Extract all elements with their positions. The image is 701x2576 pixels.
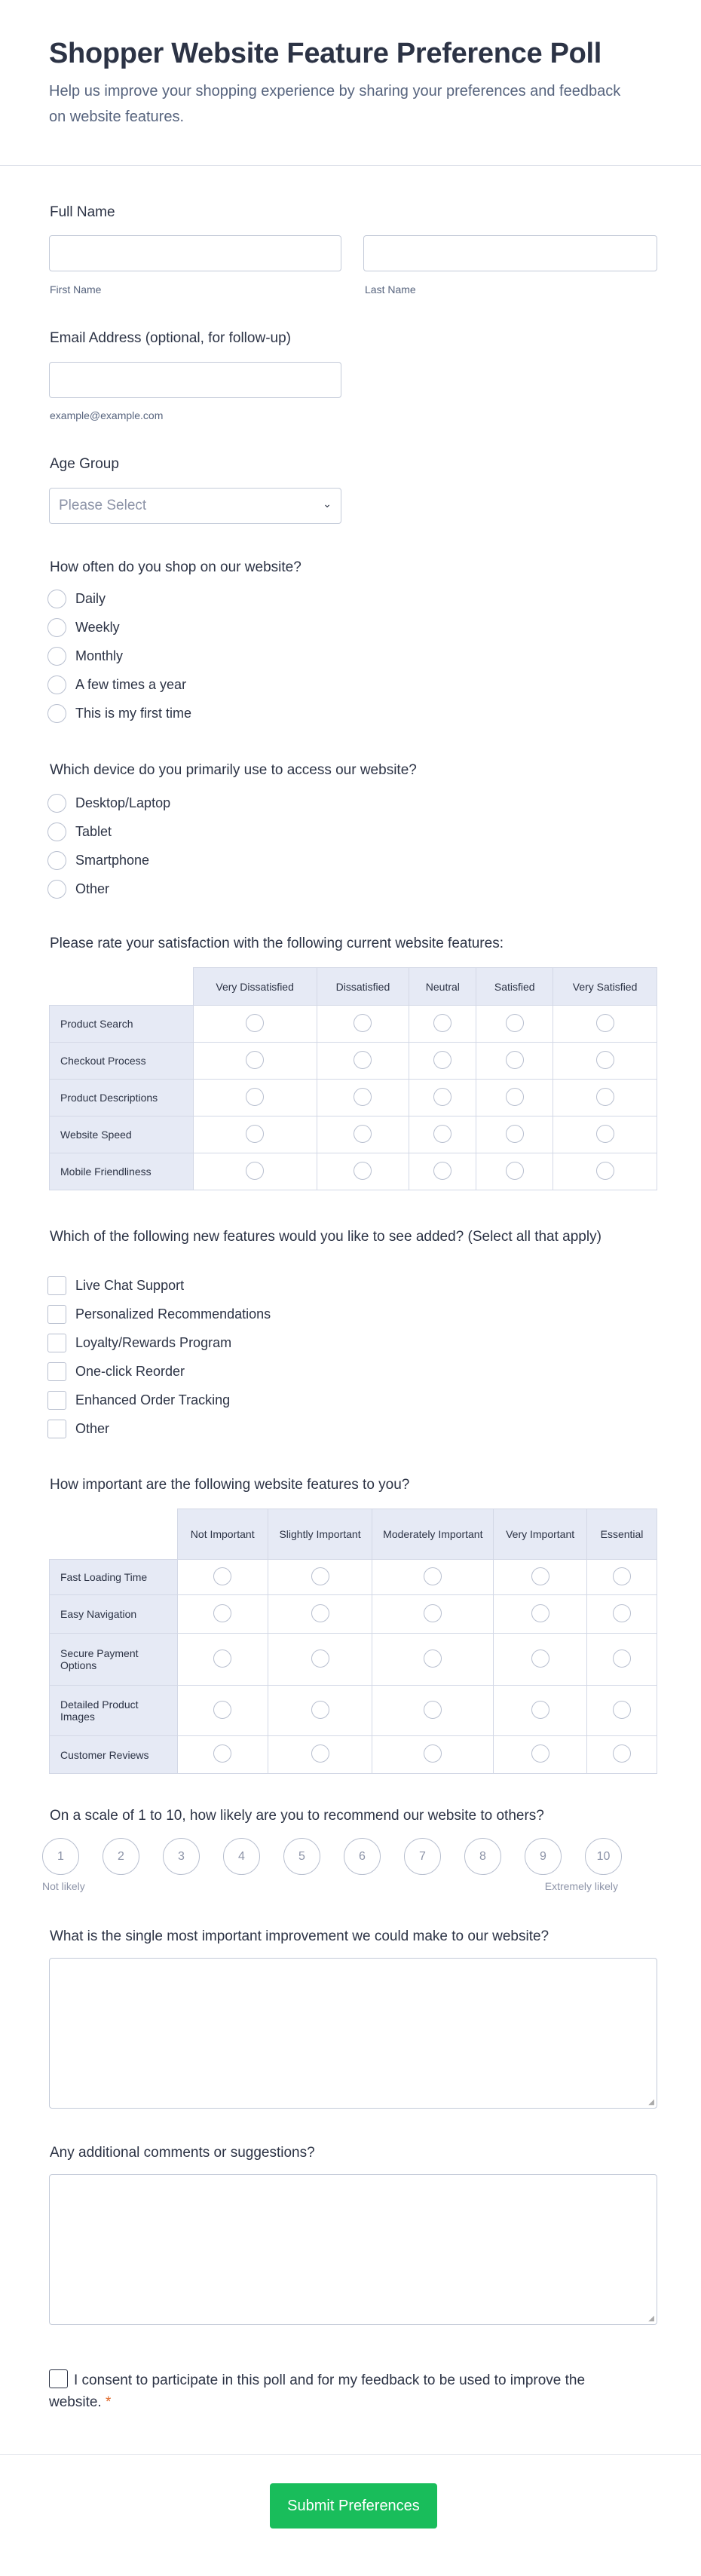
matrix-radio[interactable] [213, 1604, 231, 1622]
matrix-radio[interactable] [354, 1088, 372, 1106]
matrix-radio[interactable] [506, 1051, 524, 1069]
matrix-radio[interactable] [354, 1051, 372, 1069]
frequency-option[interactable] [47, 674, 186, 695]
full-name-label: Full Name [50, 204, 115, 220]
radio-button[interactable] [47, 590, 66, 608]
option-label: This is my first time [75, 705, 192, 721]
checkbox[interactable] [47, 1420, 66, 1438]
matrix-radio[interactable] [424, 1649, 442, 1668]
option-label: Monthly [75, 648, 124, 663]
checkbox[interactable] [47, 1305, 66, 1324]
checkbox[interactable] [47, 1276, 66, 1295]
device-option[interactable] [47, 850, 149, 871]
matrix-radio[interactable] [433, 1162, 452, 1180]
last-name-input[interactable] [363, 235, 657, 271]
option-label: Loyalty/Rewards Program [75, 1334, 232, 1350]
resize-handle-icon[interactable]: ◢ [648, 2314, 654, 2323]
importance-label: How important are the following website features to you? [50, 1477, 410, 1493]
option-label: Desktop/Laptop [75, 795, 171, 810]
matrix-radio[interactable] [311, 1604, 329, 1622]
option-label: Other [75, 881, 110, 896]
device-option[interactable] [47, 878, 109, 899]
age-group-placeholder: Please Select [59, 498, 147, 513]
matrix-row [50, 1153, 657, 1190]
matrix-row [50, 1080, 657, 1116]
scale-option-6[interactable]: 6 [344, 1838, 381, 1875]
matrix-row [50, 1006, 657, 1043]
matrix-radio[interactable] [311, 1649, 329, 1668]
scale-option-5[interactable]: 5 [283, 1838, 320, 1875]
column-header: Dissatisfied [317, 968, 409, 1006]
new_features-option[interactable] [47, 1361, 185, 1382]
required-mark: * [105, 2394, 112, 2410]
matrix-row [50, 1595, 657, 1634]
age-group-select[interactable] [49, 488, 341, 524]
matrix-radio[interactable] [433, 1014, 452, 1032]
matrix-radio[interactable] [354, 1125, 372, 1143]
new_features-option[interactable] [47, 1389, 230, 1411]
scale-option-10[interactable]: 10 [585, 1838, 622, 1875]
new_features-option[interactable] [47, 1332, 231, 1353]
column-header: Very Dissatisfied [193, 968, 317, 1006]
scale-option-9[interactable]: 9 [525, 1838, 562, 1875]
frequency-option[interactable] [47, 703, 191, 724]
radio-button[interactable] [47, 618, 66, 637]
email-input[interactable] [49, 362, 341, 398]
matrix-radio[interactable] [433, 1088, 452, 1106]
device-label: Which device do you primarily use to access our website? [50, 762, 417, 778]
row-header: Website Speed [50, 1116, 194, 1153]
matrix-row [50, 1634, 657, 1686]
row-header: Product Descriptions [50, 1080, 194, 1116]
matrix-radio[interactable] [613, 1604, 631, 1622]
matrix-radio[interactable] [246, 1162, 264, 1180]
matrix-radio[interactable] [246, 1014, 264, 1032]
matrix-radio[interactable] [596, 1051, 614, 1069]
improvement-textarea[interactable] [49, 1958, 657, 2109]
radio-button[interactable] [47, 880, 66, 899]
consent-checkbox[interactable] [49, 2369, 68, 2388]
scale-min-label: Not likely [42, 1880, 85, 1892]
matrix-radio[interactable] [613, 1567, 631, 1585]
option-label: Personalized Recommendations [75, 1306, 271, 1322]
matrix-row [50, 1560, 657, 1595]
matrix-radio[interactable] [531, 1604, 549, 1622]
matrix-radio[interactable] [213, 1567, 231, 1585]
importance-matrix [49, 1509, 657, 1774]
matrix-radio[interactable] [246, 1051, 264, 1069]
matrix-radio[interactable] [531, 1701, 549, 1719]
email-helper: example@example.com [50, 409, 164, 421]
footer-divider [0, 2454, 701, 2455]
scale-option-1[interactable]: 1 [42, 1838, 79, 1875]
frequency-label: How often do you shop on our website? [50, 559, 302, 575]
new_features-option[interactable] [47, 1275, 184, 1296]
row-header: Detailed Product Images [50, 1686, 178, 1736]
new-features-label: Which of the following new features would you like to see added? (Select all that apply) [50, 1229, 602, 1245]
matrix-radio[interactable] [424, 1701, 442, 1719]
matrix-radio[interactable] [213, 1701, 231, 1719]
matrix-radio[interactable] [596, 1014, 614, 1032]
radio-button[interactable] [47, 704, 66, 723]
matrix-radio[interactable] [311, 1701, 329, 1719]
recommend-scale [42, 1838, 622, 1875]
comments-label: Any additional comments or suggestions? [50, 2145, 315, 2161]
first-name-sublabel: First Name [50, 283, 102, 296]
option-label: Smartphone [75, 852, 150, 868]
option-label: Daily [75, 590, 106, 606]
matrix-row [50, 1043, 657, 1080]
row-header: Easy Navigation [50, 1595, 178, 1634]
option-label: A few times a year [75, 676, 187, 692]
radio-button[interactable] [47, 851, 66, 870]
radio-button[interactable] [47, 647, 66, 666]
scale-option-8[interactable]: 8 [464, 1838, 501, 1875]
option-label: Enhanced Order Tracking [75, 1392, 231, 1407]
email-label: Email Address (optional, for follow-up) [50, 330, 291, 346]
comments-textarea[interactable] [49, 2174, 657, 2325]
matrix-radio[interactable] [213, 1744, 231, 1763]
chevron-down-icon: ⌄ [323, 498, 332, 510]
row-header: Mobile Friendliness [50, 1153, 194, 1190]
first-name-input[interactable] [49, 235, 341, 271]
option-label: Live Chat Support [75, 1277, 185, 1293]
radio-button[interactable] [47, 794, 66, 813]
improvement-label: What is the single most important improvement we could make to our website? [50, 1928, 549, 1944]
form-subtitle: Help us improve your shopping experience by sharing your preferences and feedback on website features. [49, 83, 621, 125]
column-header: Very Important [494, 1509, 587, 1560]
matrix-row [50, 1736, 657, 1774]
matrix-radio[interactable] [506, 1162, 524, 1180]
scale-option-4[interactable]: 4 [223, 1838, 260, 1875]
matrix-radio[interactable] [613, 1701, 631, 1719]
column-header: Slightly Important [268, 1509, 372, 1560]
checkbox[interactable] [47, 1391, 66, 1410]
matrix-radio[interactable] [596, 1162, 614, 1180]
scale-max-label: Extremely likely [544, 1880, 618, 1892]
last-name-sublabel: Last Name [365, 283, 416, 296]
satisfaction-label: Please rate your satisfaction with the following current website features: [50, 936, 504, 951]
matrix-radio[interactable] [354, 1162, 372, 1180]
matrix-radio[interactable] [311, 1744, 329, 1763]
form-title: Shopper Website Feature Preference Poll [49, 38, 602, 69]
matrix-radio[interactable] [424, 1744, 442, 1763]
matrix-row [50, 1686, 657, 1736]
column-header: Satisfied [476, 968, 553, 1006]
frequency-option[interactable] [47, 617, 120, 638]
matrix-radio[interactable] [506, 1088, 524, 1106]
column-header: Not Important [177, 1509, 268, 1560]
matrix-radio[interactable] [311, 1567, 329, 1585]
age-group-label: Age Group [50, 456, 119, 472]
header-divider [0, 165, 701, 166]
matrix-radio[interactable] [613, 1744, 631, 1763]
satisfaction-matrix [49, 967, 657, 1190]
new_features-option[interactable] [47, 1303, 271, 1325]
device-option[interactable] [47, 792, 170, 813]
device-option[interactable] [47, 821, 112, 842]
scale-option-3[interactable]: 3 [163, 1838, 200, 1875]
radio-button[interactable] [47, 822, 66, 841]
option-label: One-click Reorder [75, 1363, 185, 1379]
matrix-radio[interactable] [246, 1088, 264, 1106]
scale-option-7[interactable]: 7 [404, 1838, 441, 1875]
frequency-option[interactable] [47, 588, 106, 609]
row-header: Customer Reviews [50, 1736, 178, 1774]
column-header: Essential [587, 1509, 657, 1560]
frequency-option[interactable] [47, 645, 123, 666]
checkbox[interactable] [47, 1334, 66, 1352]
matrix-radio[interactable] [531, 1744, 549, 1763]
row-header: Secure Payment Options [50, 1634, 178, 1686]
matrix-radio[interactable] [596, 1125, 614, 1143]
row-header: Fast Loading Time [50, 1560, 178, 1595]
option-label: Other [75, 1420, 110, 1436]
consent-text: I consent to participate in this poll and for my feedback to be used to improve the website. [49, 2372, 586, 2410]
scale-option-2[interactable]: 2 [103, 1838, 139, 1875]
matrix-row [50, 1116, 657, 1153]
consent-field [49, 2369, 592, 2413]
matrix-radio[interactable] [613, 1649, 631, 1668]
row-header: Checkout Process [50, 1043, 194, 1080]
submit-button[interactable]: Submit Preferences [270, 2483, 437, 2529]
option-label: Weekly [75, 619, 120, 635]
matrix-radio[interactable] [433, 1051, 452, 1069]
matrix-radio[interactable] [213, 1649, 231, 1668]
matrix-radio[interactable] [354, 1014, 372, 1032]
option-label: Tablet [75, 823, 112, 839]
matrix-radio[interactable] [531, 1567, 549, 1585]
matrix-radio[interactable] [433, 1125, 452, 1143]
matrix-radio[interactable] [596, 1088, 614, 1106]
column-header: Neutral [409, 968, 476, 1006]
matrix-radio[interactable] [506, 1125, 524, 1143]
radio-button[interactable] [47, 675, 66, 694]
matrix-radio[interactable] [506, 1014, 524, 1032]
new_features-option[interactable] [47, 1418, 109, 1439]
column-header: Moderately Important [372, 1509, 494, 1560]
recommend-label: On a scale of 1 to 10, how likely are you to recommend our website to others? [50, 1808, 544, 1824]
checkbox[interactable] [47, 1362, 66, 1381]
matrix-radio[interactable] [246, 1125, 264, 1143]
row-header: Product Search [50, 1006, 194, 1043]
resize-handle-icon[interactable]: ◢ [648, 2098, 654, 2106]
matrix-radio[interactable] [424, 1604, 442, 1622]
column-header: Very Satisfied [553, 968, 657, 1006]
matrix-radio[interactable] [424, 1567, 442, 1585]
matrix-radio[interactable] [531, 1649, 549, 1668]
